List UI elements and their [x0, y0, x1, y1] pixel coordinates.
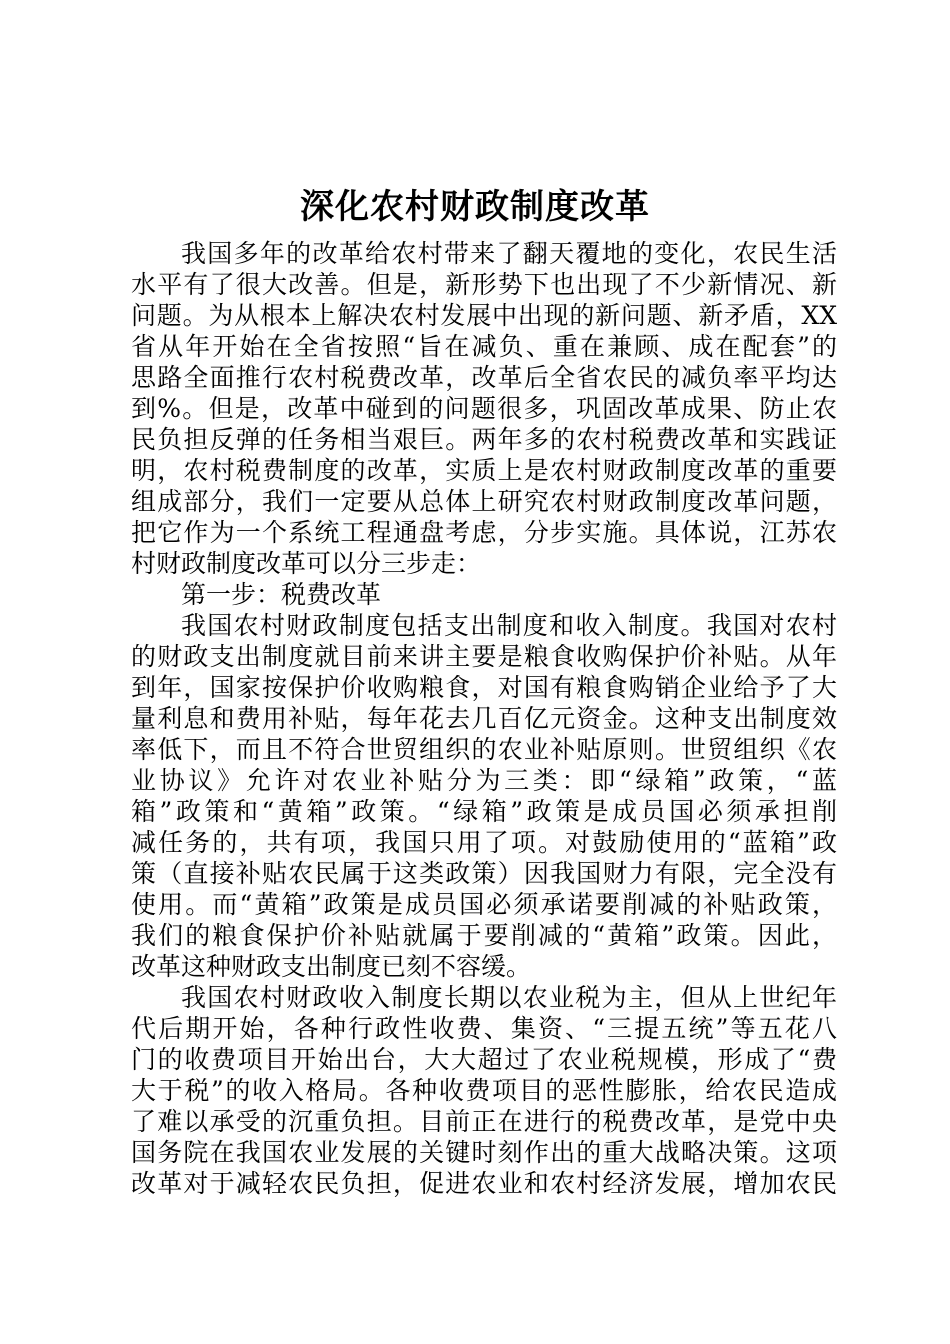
text-line: 了难以承受的沉重负担。目前正在进行的税费改革，是党中央 [131, 1107, 837, 1136]
text-line: 省从年开始在全省按照“旨在减负、重在兼顾、成在配套”的 [131, 332, 837, 361]
text-line: 大于税”的收入格局。各种收费项目的恶性膨胀，给农民造成 [131, 1076, 837, 1105]
text-line: 代后期开始，各种行政性收费、集资、“三提五统”等五花八 [131, 1014, 837, 1043]
text-line: 减任务的，共有项，我国只用了项。对鼓励使用的“蓝箱”政 [131, 828, 837, 857]
text-line: 民负担反弹的任务相当艰巨。两年多的农村税费改革和实践证 [131, 425, 837, 454]
text-line: 到年，国家按保护价收购粮食，对国有粮食购销企业给予了大 [131, 673, 837, 702]
text-line: 我国多年的改革给农村带来了翻天覆地的变化，农民生活 [181, 239, 837, 268]
text-line: 把它作为一个系统工程通盘考虑，分步实施。具体说，江苏农 [131, 518, 837, 547]
text-line: 水平有了很大改善。但是，新形势下也出现了不少新情况、新 [131, 270, 837, 299]
text-line: 我国农村财政收入制度长期以农业税为主，但从上世纪年 [181, 983, 837, 1012]
text-line: 我们的粮食保护价补贴就属于要削减的“黄箱”政策。因此， [131, 921, 837, 950]
text-line: 组成部分，我们一定要从总体上研究农村财政制度改革问题， [131, 487, 837, 516]
text-line: 改革对于减轻农民负担，促进农业和农村经济发展，增加农民 [131, 1169, 837, 1198]
text-line: 村财政制度改革可以分三步走： [131, 549, 482, 578]
text-line: 到%。但是，改革中碰到的问题很多，巩固改革成果、防止农 [131, 394, 837, 423]
text-line: 第一步：税费改革 [181, 580, 382, 609]
text-line: 国务院在我国农业发展的关键时刻作出的重大战略决策。这项 [131, 1138, 837, 1167]
text-line: 改革这种财政支出制度已刻不容缓。 [131, 952, 532, 981]
text-line: 门的收费项目开始出台，大大超过了农业税规模，形成了“费 [131, 1045, 837, 1074]
text-line: 明，农村税费制度的改革，实质上是农村财政制度改革的重要 [131, 456, 837, 485]
text-line: 业协议》允许对农业补贴分为三类：即“绿箱”政策，“蓝 [131, 766, 837, 795]
document-title: 深化农村财政制度改革 [300, 187, 650, 227]
text-line: 量利息和费用补贴，每年花去几百亿元资金。这种支出制度效 [131, 704, 837, 733]
text-line: 思路全面推行农村税费改革，改革后全省农民的减负率平均达 [131, 363, 837, 392]
text-line: 使用。而“黄箱”政策是成员国必须承诺要削减的补贴政策， [131, 890, 837, 919]
text-line: 的财政支出制度就目前来讲主要是粮食收购保护价补贴。从年 [131, 642, 837, 671]
text-line: 问题。为从根本上解决农村发展中出现的新问题、新矛盾，XX [131, 301, 837, 330]
text-line: 箱”政策和“黄箱”政策。“绿箱”政策是成员国必须承担削 [131, 797, 837, 826]
text-line: 策（直接补贴农民属于这类政策）因我国财力有限，完全没有 [131, 859, 837, 888]
text-line: 率低下，而且不符合世贸组织的农业补贴原则。世贸组织《农 [131, 735, 837, 764]
document-body [131, 238, 837, 1199]
text-line: 我国农村财政制度包括支出制度和收入制度。我国对农村 [181, 611, 837, 640]
